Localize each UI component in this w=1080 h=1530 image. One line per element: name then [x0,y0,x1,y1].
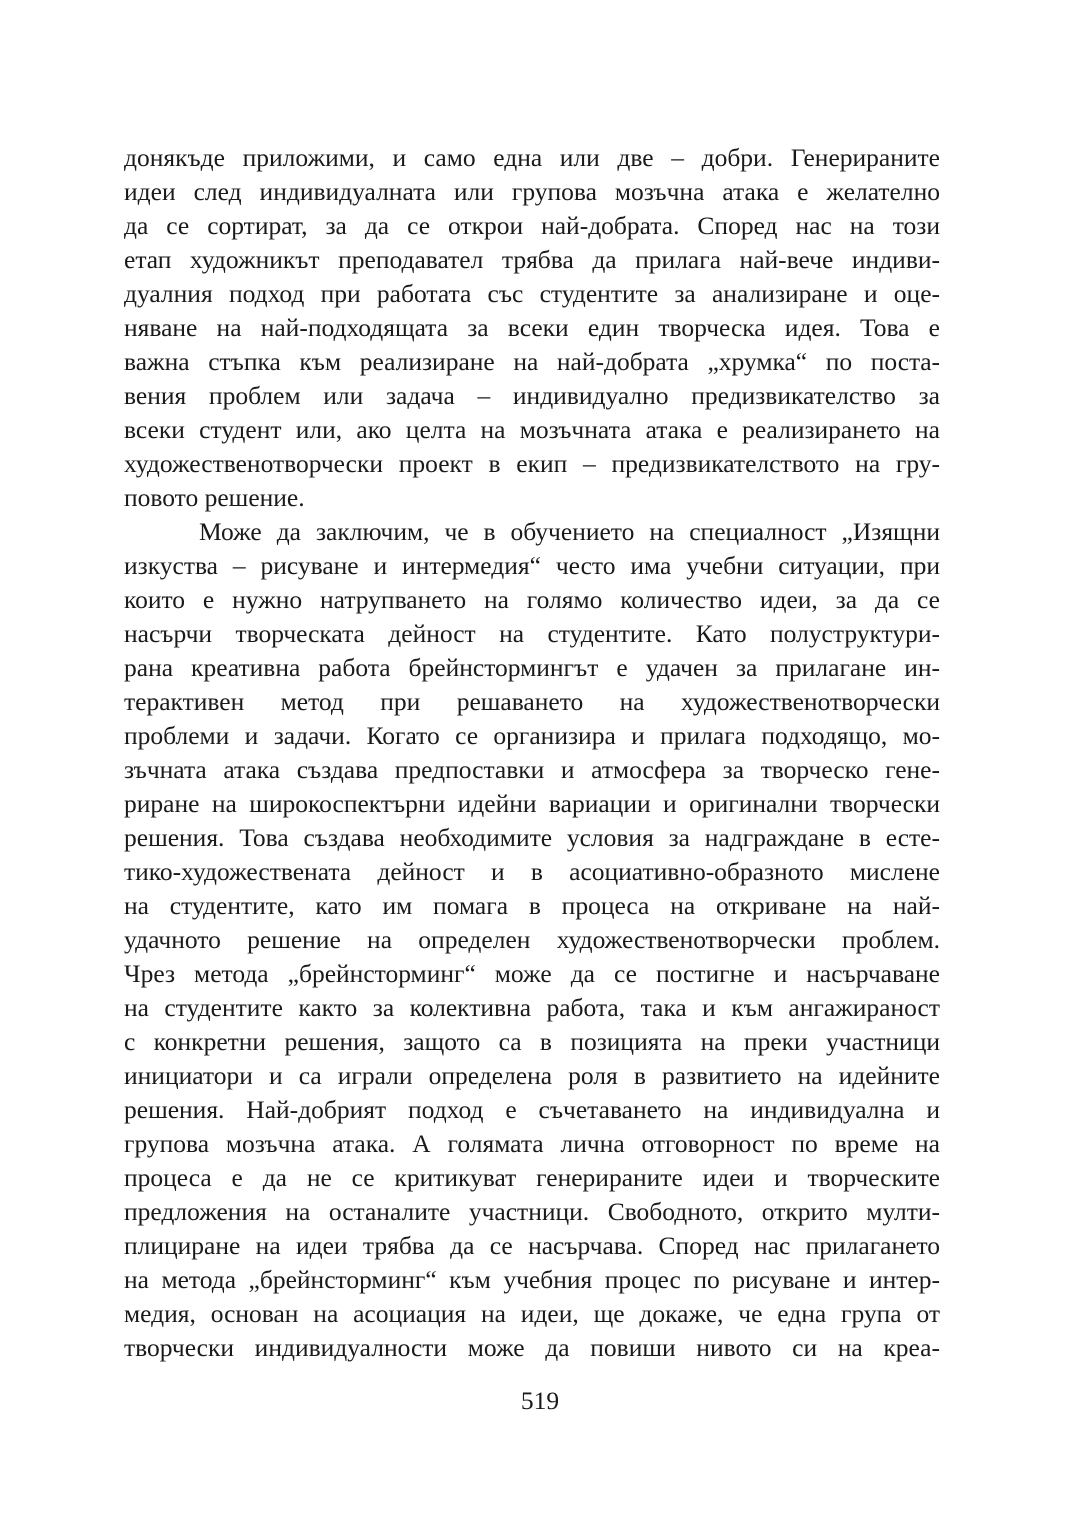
text-line: на студентите, като им помага в процеса на откриване на най- [124,891,940,920]
text-line: терактивен метод при решаването на художественотворчески [124,687,940,716]
text-line: удачното решение на определен художественотворчески проблем. [124,925,940,954]
paragraph-2 [124,515,940,1365]
text-line: етап художникът преподавател трябва да прилага най-вече индиви- [124,245,940,274]
text-line: дуалния подход при работата със студентите за анализиране и оце- [124,279,940,308]
text-line: групова мозъчна атака. А голямата лична отговорност по време на [124,1129,940,1158]
text-line: на студентите както за колективна работа, така и към ангажираност [124,993,940,1022]
text-line: инициатори и са играли определена роля в развитието на идейните [124,1061,940,1090]
text-line: които е нужно натрупването на голямо количество идеи, за да се [124,585,940,614]
text-line: процеса е да не се критикуват генерираните идеи и творческите [124,1163,940,1192]
text-line: тико-художествената дейност и в асоциативно-образното мислене [124,857,940,886]
text-line: изкуства – рисуване и интермедия“ често има учебни ситуации, при [124,551,940,580]
text-line: идеи след индивидуалната или групова мозъчна атака е желателно [124,177,940,206]
text-line: решения. Това създава необходимите условия за надграждане в есте- [124,823,940,852]
text-line: на метода „брейнсторминг“ към учебния процес по рисуване и интер- [124,1265,940,1294]
text-line: зъчната атака създава предпоставки и атмосфера за творческо гене- [124,755,940,784]
text-line: творчески индивидуалности може да повиши нивото си на креа- [124,1333,940,1362]
text-line: рана креативна работа брейнстормингът е удачен за прилагане ин- [124,653,940,682]
text-line: насърчи творческата дейност на студентите. Като полуструктури- [124,619,940,648]
text-line: медия, основан на асоциация на идеи, ще докаже, че една група от [124,1299,940,1328]
text-line: предложения на останалите участници. Свободното, открито мулти- [124,1197,940,1226]
page-body [124,141,940,1365]
text-line: повото решение. [124,483,305,512]
text-line: с конкретни решения, защото са в позицията на преки участници [124,1027,940,1056]
text-line: няване на най-подходящата за всеки един творческа идея. Това е [124,313,940,342]
paragraph-1 [124,141,940,515]
page-number: 519 [520,1386,560,1415]
text-line: да се сортират, за да се открои най-добрата. Според нас на този [124,211,940,240]
text-line: риране на широкоспектърни идейни вариации и оригинални творчески [124,789,940,818]
text-line: Може да заключим, че в обучението на специалност „Изящни [199,517,940,546]
text-line: Чрез метода „брейнсторминг“ може да се постигне и насърчаване [124,959,940,988]
text-line: плициране на идеи трябва да се насърчава. Според нас прилагането [124,1231,940,1260]
text-line: важна стъпка към реализиране на най-добрата „хрумка“ по постa- [124,347,940,376]
text-line: решения. Най-добрият подход е съчетаването на индивидуална и [124,1095,940,1124]
text-line: донякъде приложими, и само една или две – добри. Генерираните [124,143,940,172]
text-line: художественотворчески проект в екип – предизвикателството на гру- [124,449,940,478]
text-line: вения проблем или задача – индивидуално предизвикателство за [124,381,940,410]
text-line: всеки студент или, ако целта на мозъчната атака е реализирането на [124,415,940,444]
text-line: проблеми и задачи. Когато се организира и прилага подходящо, мо- [124,721,940,750]
